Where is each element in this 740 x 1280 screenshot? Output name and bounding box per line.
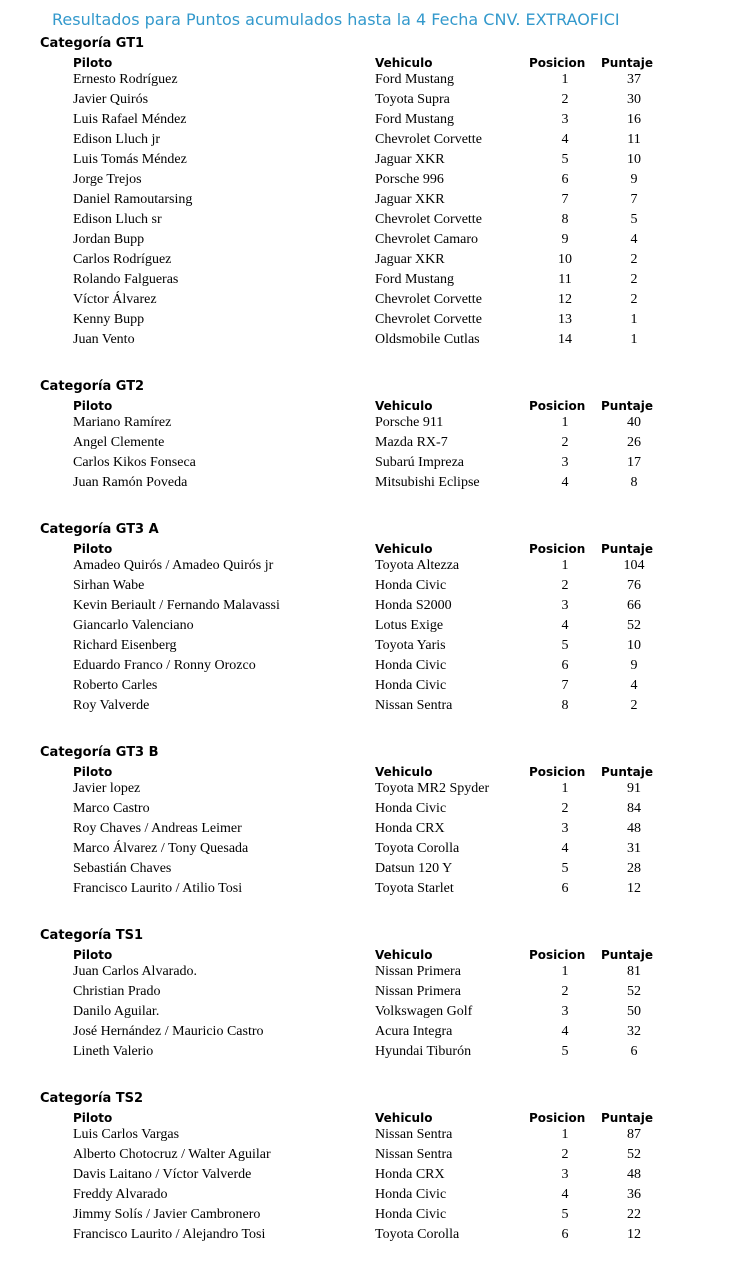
row-piloto: Ernesto Rodríguez [73, 72, 178, 87]
row-puntaje: 7 [630, 192, 638, 207]
row-puntaje: 5 [630, 212, 638, 227]
row-vehiculo: Acura Integra [375, 1024, 453, 1039]
column-header-piloto: Piloto [73, 399, 113, 413]
row-posicion: 3 [561, 1167, 569, 1182]
row-posicion: 13 [558, 312, 572, 327]
row-posicion: 2 [561, 92, 569, 107]
category-title: Categoría TS1 [40, 928, 144, 943]
row-puntaje: 17 [627, 455, 641, 470]
column-header-posicion: Posicion [529, 56, 586, 70]
row-piloto: José Hernández / Mauricio Castro [73, 1024, 264, 1039]
row-piloto: Edison Lluch sr [73, 212, 162, 227]
row-piloto: Sebastián Chaves [73, 861, 172, 876]
row-puntaje: 32 [627, 1024, 641, 1039]
row-posicion: 2 [561, 578, 569, 593]
column-header-puntaje: Puntaje [601, 765, 653, 779]
row-puntaje: 2 [630, 292, 638, 307]
row-posicion: 3 [561, 821, 569, 836]
row-piloto: Francisco Laurito / Alejandro Tosi [73, 1227, 266, 1242]
category-title: Categoría GT3 B [40, 745, 159, 760]
row-vehiculo: Honda Civic [375, 1207, 447, 1222]
row-vehiculo: Datsun 120 Y [375, 861, 453, 876]
row-posicion: 3 [561, 455, 569, 470]
row-posicion: 4 [561, 1187, 569, 1202]
row-piloto: Edison Lluch jr [73, 132, 161, 147]
row-piloto: Juan Ramón Poveda [73, 475, 188, 490]
row-puntaje: 52 [627, 984, 641, 999]
row-puntaje: 30 [627, 92, 641, 107]
row-posicion: 8 [561, 212, 569, 227]
column-header-posicion: Posicion [529, 399, 586, 413]
row-posicion: 9 [561, 232, 569, 247]
row-vehiculo: Porsche 911 [375, 415, 444, 430]
row-posicion: 2 [561, 1147, 569, 1162]
row-posicion: 5 [561, 638, 569, 653]
row-piloto: Jorge Trejos [73, 172, 142, 187]
row-vehiculo: Toyota Yaris [375, 638, 446, 653]
row-posicion: 4 [561, 132, 569, 147]
row-posicion: 4 [561, 841, 569, 856]
row-piloto: Jordan Bupp [73, 232, 145, 247]
row-vehiculo: Jaguar XKR [375, 192, 445, 207]
column-header-piloto: Piloto [73, 56, 113, 70]
row-vehiculo: Honda Civic [375, 678, 447, 693]
column-header-puntaje: Puntaje [601, 399, 653, 413]
column-header-vehiculo: Vehiculo [375, 765, 433, 779]
row-puntaje: 87 [627, 1127, 641, 1142]
row-vehiculo: Lotus Exige [375, 618, 444, 633]
row-puntaje: 9 [630, 658, 638, 673]
column-header-piloto: Piloto [73, 948, 113, 962]
row-vehiculo: Jaguar XKR [375, 252, 445, 267]
row-vehiculo: Nissan Primera [375, 964, 461, 979]
row-puntaje: 1 [630, 332, 638, 347]
row-vehiculo: Volkswagen Golf [375, 1004, 473, 1019]
row-puntaje: 2 [630, 698, 638, 713]
column-header-vehiculo: Vehiculo [375, 56, 433, 70]
row-vehiculo: Chevrolet Corvette [375, 292, 482, 307]
row-vehiculo: Toyota Corolla [375, 1227, 460, 1242]
row-vehiculo: Nissan Sentra [375, 698, 453, 713]
row-puntaje: 2 [630, 252, 638, 267]
row-piloto: Luis Tomás Méndez [73, 152, 187, 167]
row-posicion: 7 [561, 678, 569, 693]
row-posicion: 10 [558, 252, 572, 267]
row-puntaje: 48 [627, 821, 641, 836]
row-vehiculo: Honda Civic [375, 578, 447, 593]
row-piloto: Francisco Laurito / Atilio Tosi [73, 881, 243, 896]
row-piloto: Amadeo Quirós / Amadeo Quirós jr [73, 558, 274, 573]
column-header-piloto: Piloto [73, 542, 113, 556]
column-header-vehiculo: Vehiculo [375, 542, 433, 556]
column-header-posicion: Posicion [529, 542, 586, 556]
row-puntaje: 26 [627, 435, 641, 450]
row-vehiculo: Nissan Primera [375, 984, 461, 999]
row-posicion: 1 [561, 964, 569, 979]
row-posicion: 1 [561, 72, 569, 87]
row-posicion: 5 [561, 1044, 569, 1059]
row-vehiculo: Mazda RX-7 [375, 435, 448, 450]
category-title: Categoría GT2 [40, 379, 145, 394]
row-puntaje: 40 [627, 415, 641, 430]
row-piloto: Freddy Alvarado [73, 1187, 168, 1202]
row-posicion: 3 [561, 1004, 569, 1019]
row-piloto: Sirhan Wabe [73, 578, 145, 593]
row-puntaje: 31 [627, 841, 641, 856]
row-posicion: 3 [561, 598, 569, 613]
row-piloto: Jimmy Solís / Javier Cambronero [73, 1207, 261, 1222]
row-piloto: Mariano Ramírez [73, 415, 172, 430]
row-vehiculo: Toyota Corolla [375, 841, 460, 856]
row-piloto: Luis Carlos Vargas [73, 1127, 180, 1142]
row-puntaje: 37 [627, 72, 641, 87]
row-piloto: Roberto Carles [73, 678, 158, 693]
row-puntaje: 6 [630, 1044, 638, 1059]
row-puntaje: 4 [630, 232, 638, 247]
column-header-vehiculo: Vehiculo [375, 399, 433, 413]
row-posicion: 5 [561, 1207, 569, 1222]
row-puntaje: 12 [627, 1227, 641, 1242]
row-vehiculo: Toyota Altezza [375, 558, 460, 573]
row-posicion: 1 [561, 781, 569, 796]
row-vehiculo: Toyota MR2 Spyder [375, 781, 490, 796]
row-piloto: Kevin Beriault / Fernando Malavassi [73, 598, 280, 613]
row-puntaje: 10 [627, 638, 641, 653]
row-puntaje: 76 [627, 578, 641, 593]
row-vehiculo: Honda S2000 [375, 598, 452, 613]
row-puntaje: 104 [623, 558, 645, 573]
row-piloto: Marco Castro [73, 801, 150, 816]
row-vehiculo: Subarú Impreza [375, 455, 465, 470]
row-vehiculo: Jaguar XKR [375, 152, 445, 167]
column-header-piloto: Piloto [73, 765, 113, 779]
row-posicion: 8 [561, 698, 569, 713]
row-posicion: 2 [561, 801, 569, 816]
row-posicion: 5 [561, 152, 569, 167]
row-puntaje: 16 [627, 112, 641, 127]
row-piloto: Roy Chaves / Andreas Leimer [73, 821, 242, 836]
row-puntaje: 48 [627, 1167, 641, 1182]
row-piloto: Carlos Kikos Fonseca [73, 455, 196, 470]
column-header-puntaje: Puntaje [601, 948, 653, 962]
row-piloto: Angel Clemente [73, 435, 165, 450]
row-puntaje: 28 [627, 861, 641, 876]
row-vehiculo: Honda Civic [375, 801, 447, 816]
column-header-vehiculo: Vehiculo [375, 948, 433, 962]
row-puntaje: 22 [627, 1207, 641, 1222]
row-piloto: Juan Vento [73, 332, 135, 347]
row-posicion: 1 [561, 558, 569, 573]
row-piloto: Christian Prado [73, 984, 161, 999]
column-header-piloto: Piloto [73, 1111, 113, 1125]
column-header-puntaje: Puntaje [601, 542, 653, 556]
row-puntaje: 4 [630, 678, 638, 693]
row-posicion: 1 [561, 1127, 569, 1142]
row-posicion: 7 [561, 192, 569, 207]
row-vehiculo: Nissan Sentra [375, 1127, 453, 1142]
row-vehiculo: Ford Mustang [375, 72, 454, 87]
row-vehiculo: Chevrolet Corvette [375, 132, 482, 147]
row-posicion: 6 [561, 1227, 569, 1242]
row-vehiculo: Toyota Starlet [375, 881, 454, 896]
row-puntaje: 84 [627, 801, 641, 816]
column-header-posicion: Posicion [529, 948, 586, 962]
row-vehiculo: Hyundai Tiburón [375, 1044, 472, 1059]
row-piloto: Danilo Aguilar. [73, 1004, 160, 1019]
category-title: Categoría TS2 [40, 1091, 144, 1106]
row-piloto: Lineth Valerio [73, 1044, 154, 1059]
row-piloto: Víctor Álvarez [73, 292, 157, 307]
column-header-posicion: Posicion [529, 765, 586, 779]
column-header-puntaje: Puntaje [601, 1111, 653, 1125]
row-vehiculo: Ford Mustang [375, 112, 454, 127]
row-vehiculo: Mitsubishi Eclipse [375, 475, 480, 490]
row-vehiculo: Honda CRX [375, 1167, 445, 1182]
column-header-puntaje: Puntaje [601, 56, 653, 70]
row-piloto: Daniel Ramoutarsing [73, 192, 193, 207]
row-posicion: 1 [561, 415, 569, 430]
row-vehiculo: Porsche 996 [375, 172, 444, 187]
row-posicion: 4 [561, 475, 569, 490]
row-posicion: 6 [561, 172, 569, 187]
row-puntaje: 12 [627, 881, 641, 896]
row-posicion: 6 [561, 881, 569, 896]
row-puntaje: 2 [630, 272, 638, 287]
row-puntaje: 81 [627, 964, 641, 979]
row-piloto: Alberto Chotocruz / Walter Aguilar [73, 1147, 271, 1162]
row-piloto: Luis Rafael Méndez [73, 112, 187, 127]
row-vehiculo: Toyota Supra [375, 92, 450, 107]
row-piloto: Juan Carlos Alvarado. [73, 964, 198, 979]
category-title: Categoría GT1 [40, 36, 145, 51]
row-vehiculo: Honda Civic [375, 1187, 447, 1202]
row-posicion: 6 [561, 658, 569, 673]
row-posicion: 5 [561, 861, 569, 876]
row-vehiculo: Honda CRX [375, 821, 445, 836]
row-piloto: Carlos Rodríguez [73, 252, 172, 267]
row-posicion: 2 [561, 435, 569, 450]
row-piloto: Kenny Bupp [73, 312, 145, 327]
column-header-posicion: Posicion [529, 1111, 586, 1125]
row-vehiculo: Ford Mustang [375, 272, 454, 287]
page-title: Resultados para Puntos acumulados hasta la 4 Fecha CNV. EXTRAOFICI [52, 10, 620, 29]
row-puntaje: 9 [630, 172, 638, 187]
row-puntaje: 1 [630, 312, 638, 327]
row-posicion: 12 [558, 292, 572, 307]
row-posicion: 11 [558, 272, 572, 287]
row-piloto: Eduardo Franco / Ronny Orozco [73, 658, 256, 673]
row-puntaje: 36 [627, 1187, 641, 1202]
row-posicion: 2 [561, 984, 569, 999]
row-piloto: Roy Valverde [73, 698, 150, 713]
row-puntaje: 66 [627, 598, 641, 613]
row-vehiculo: Nissan Sentra [375, 1147, 453, 1162]
row-puntaje: 52 [627, 1147, 641, 1162]
row-vehiculo: Honda Civic [375, 658, 447, 673]
row-vehiculo: Chevrolet Corvette [375, 212, 482, 227]
row-posicion: 14 [558, 332, 572, 347]
row-posicion: 4 [561, 618, 569, 633]
row-puntaje: 11 [627, 132, 641, 147]
row-puntaje: 8 [630, 475, 638, 490]
row-vehiculo: Oldsmobile Cutlas [375, 332, 480, 347]
row-puntaje: 52 [627, 618, 641, 633]
row-piloto: Richard Eisenberg [73, 638, 177, 653]
row-posicion: 3 [561, 112, 569, 127]
row-piloto: Javier lopez [73, 781, 141, 796]
row-puntaje: 50 [627, 1004, 641, 1019]
row-vehiculo: Chevrolet Camaro [375, 232, 479, 247]
row-puntaje: 10 [627, 152, 641, 167]
category-title: Categoría GT3 A [40, 522, 159, 537]
row-posicion: 4 [561, 1024, 569, 1039]
row-piloto: Rolando Falgueras [73, 272, 179, 287]
row-piloto: Davis Laitano / Víctor Valverde [73, 1167, 252, 1182]
row-puntaje: 91 [627, 781, 641, 796]
row-piloto: Giancarlo Valenciano [73, 618, 194, 633]
row-piloto: Javier Quirós [73, 92, 149, 107]
row-vehiculo: Chevrolet Corvette [375, 312, 482, 327]
column-header-vehiculo: Vehiculo [375, 1111, 433, 1125]
row-piloto: Marco Álvarez / Tony Quesada [73, 841, 249, 856]
